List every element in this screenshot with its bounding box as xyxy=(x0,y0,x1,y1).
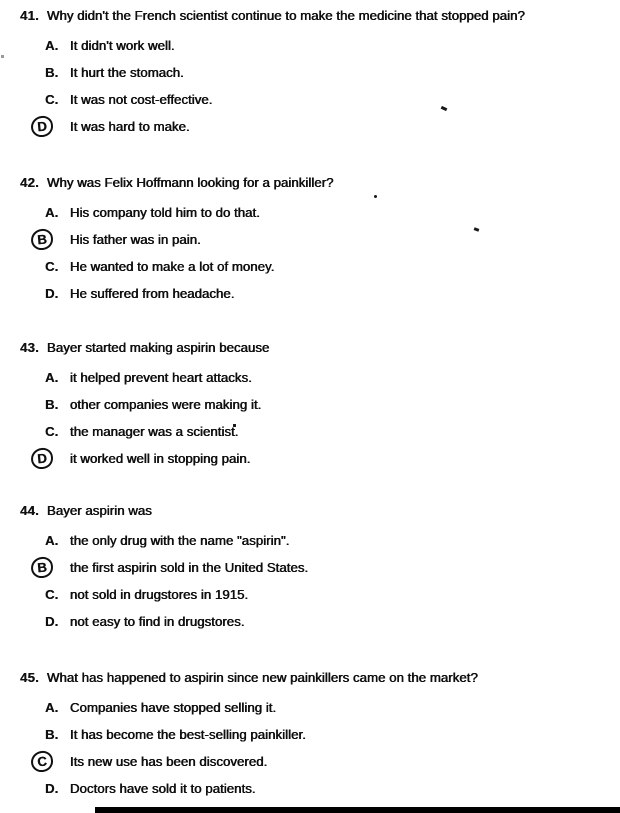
option-text: it worked well in stopping pain. xyxy=(70,451,251,466)
option-letter: A. xyxy=(45,370,59,385)
option-text: It was hard to make. xyxy=(70,119,190,134)
option-44-c xyxy=(0,587,620,609)
selected-answer-circle: C xyxy=(30,750,54,773)
option-text: the only drug with the name "aspirin". xyxy=(70,533,290,548)
option-letter: A. xyxy=(45,533,59,548)
option-letter: C. xyxy=(45,587,59,602)
option-44-b xyxy=(0,560,620,582)
option-44-a xyxy=(0,533,620,555)
option-text: It hurt the stomach. xyxy=(70,65,184,80)
option-text: it helped prevent heart attacks. xyxy=(70,370,252,385)
option-letter: D. xyxy=(45,614,59,629)
question-text: Why was Felix Hoffmann looking for a painkiller? xyxy=(47,175,334,190)
option-text: He wanted to make a lot of money. xyxy=(70,259,275,274)
option-text: not easy to find in drugstores. xyxy=(70,614,245,629)
option-43-c xyxy=(0,424,620,446)
option-42-c xyxy=(0,259,620,281)
selected-answer-circle: D xyxy=(30,115,54,138)
scan-edge-bar xyxy=(95,807,620,813)
question-number: 43. xyxy=(20,340,39,355)
option-45-d xyxy=(0,781,620,803)
selected-answer-circle: D xyxy=(30,447,54,470)
option-text: not sold in drugstores in 1915. xyxy=(70,587,249,602)
option-43-b xyxy=(0,397,620,419)
option-letter: A. xyxy=(45,38,59,53)
option-45-b xyxy=(0,727,620,749)
option-45-c xyxy=(0,754,620,776)
question-text: Why didn't the French scientist continue to make the medicine that stopped pain? xyxy=(47,8,525,23)
option-44-d xyxy=(0,614,620,636)
option-42-a xyxy=(0,205,620,227)
option-text: the manager was a scientist. xyxy=(70,424,239,439)
option-letter: A. xyxy=(45,205,59,220)
option-letter: C. xyxy=(45,424,59,439)
option-text: other companies were making it. xyxy=(70,397,262,412)
option-text: He suffered from headache. xyxy=(70,286,235,301)
option-letter: B. xyxy=(45,727,59,742)
option-41-a xyxy=(0,38,620,60)
question-number: 41. xyxy=(20,8,39,23)
option-text: Doctors have sold it to patients. xyxy=(70,781,256,796)
option-text: It was not cost-effective. xyxy=(70,92,213,107)
question-number: 45. xyxy=(20,670,39,685)
option-text: Its new use has been discovered. xyxy=(70,754,268,769)
option-letter: D. xyxy=(45,781,59,796)
option-41-d xyxy=(0,119,620,141)
option-43-a xyxy=(0,370,620,392)
option-41-c xyxy=(0,92,620,114)
question-number: 44. xyxy=(20,503,39,518)
option-text: Companies have stopped selling it. xyxy=(70,700,277,715)
option-42-b xyxy=(0,232,620,254)
option-letter: C. xyxy=(45,92,59,107)
question-number: 42. xyxy=(20,175,39,190)
selected-answer-circle: B xyxy=(30,228,54,251)
option-text: His company told him to do that. xyxy=(70,205,260,220)
question-text: Bayer aspirin was xyxy=(47,503,152,518)
option-42-d xyxy=(0,286,620,308)
question-text: What has happened to aspirin since new painkillers came on the market? xyxy=(47,670,478,685)
option-41-b xyxy=(0,65,620,87)
option-text: It has become the best-selling painkiller. xyxy=(70,727,306,742)
option-letter: A. xyxy=(45,700,59,715)
option-letter: B. xyxy=(45,65,59,80)
option-letter: C. xyxy=(45,259,59,274)
option-letter: D. xyxy=(45,286,59,301)
option-text: It didn't work well. xyxy=(70,38,175,53)
option-text: the first aspirin sold in the United States. xyxy=(70,560,309,575)
scan-speck-2 xyxy=(374,195,377,198)
question-text: Bayer started making aspirin because xyxy=(47,340,270,355)
option-43-d xyxy=(0,451,620,473)
option-45-a xyxy=(0,700,620,722)
selected-answer-circle: B xyxy=(30,556,54,579)
option-text: His father was in pain. xyxy=(70,232,201,247)
option-letter: B. xyxy=(45,397,59,412)
